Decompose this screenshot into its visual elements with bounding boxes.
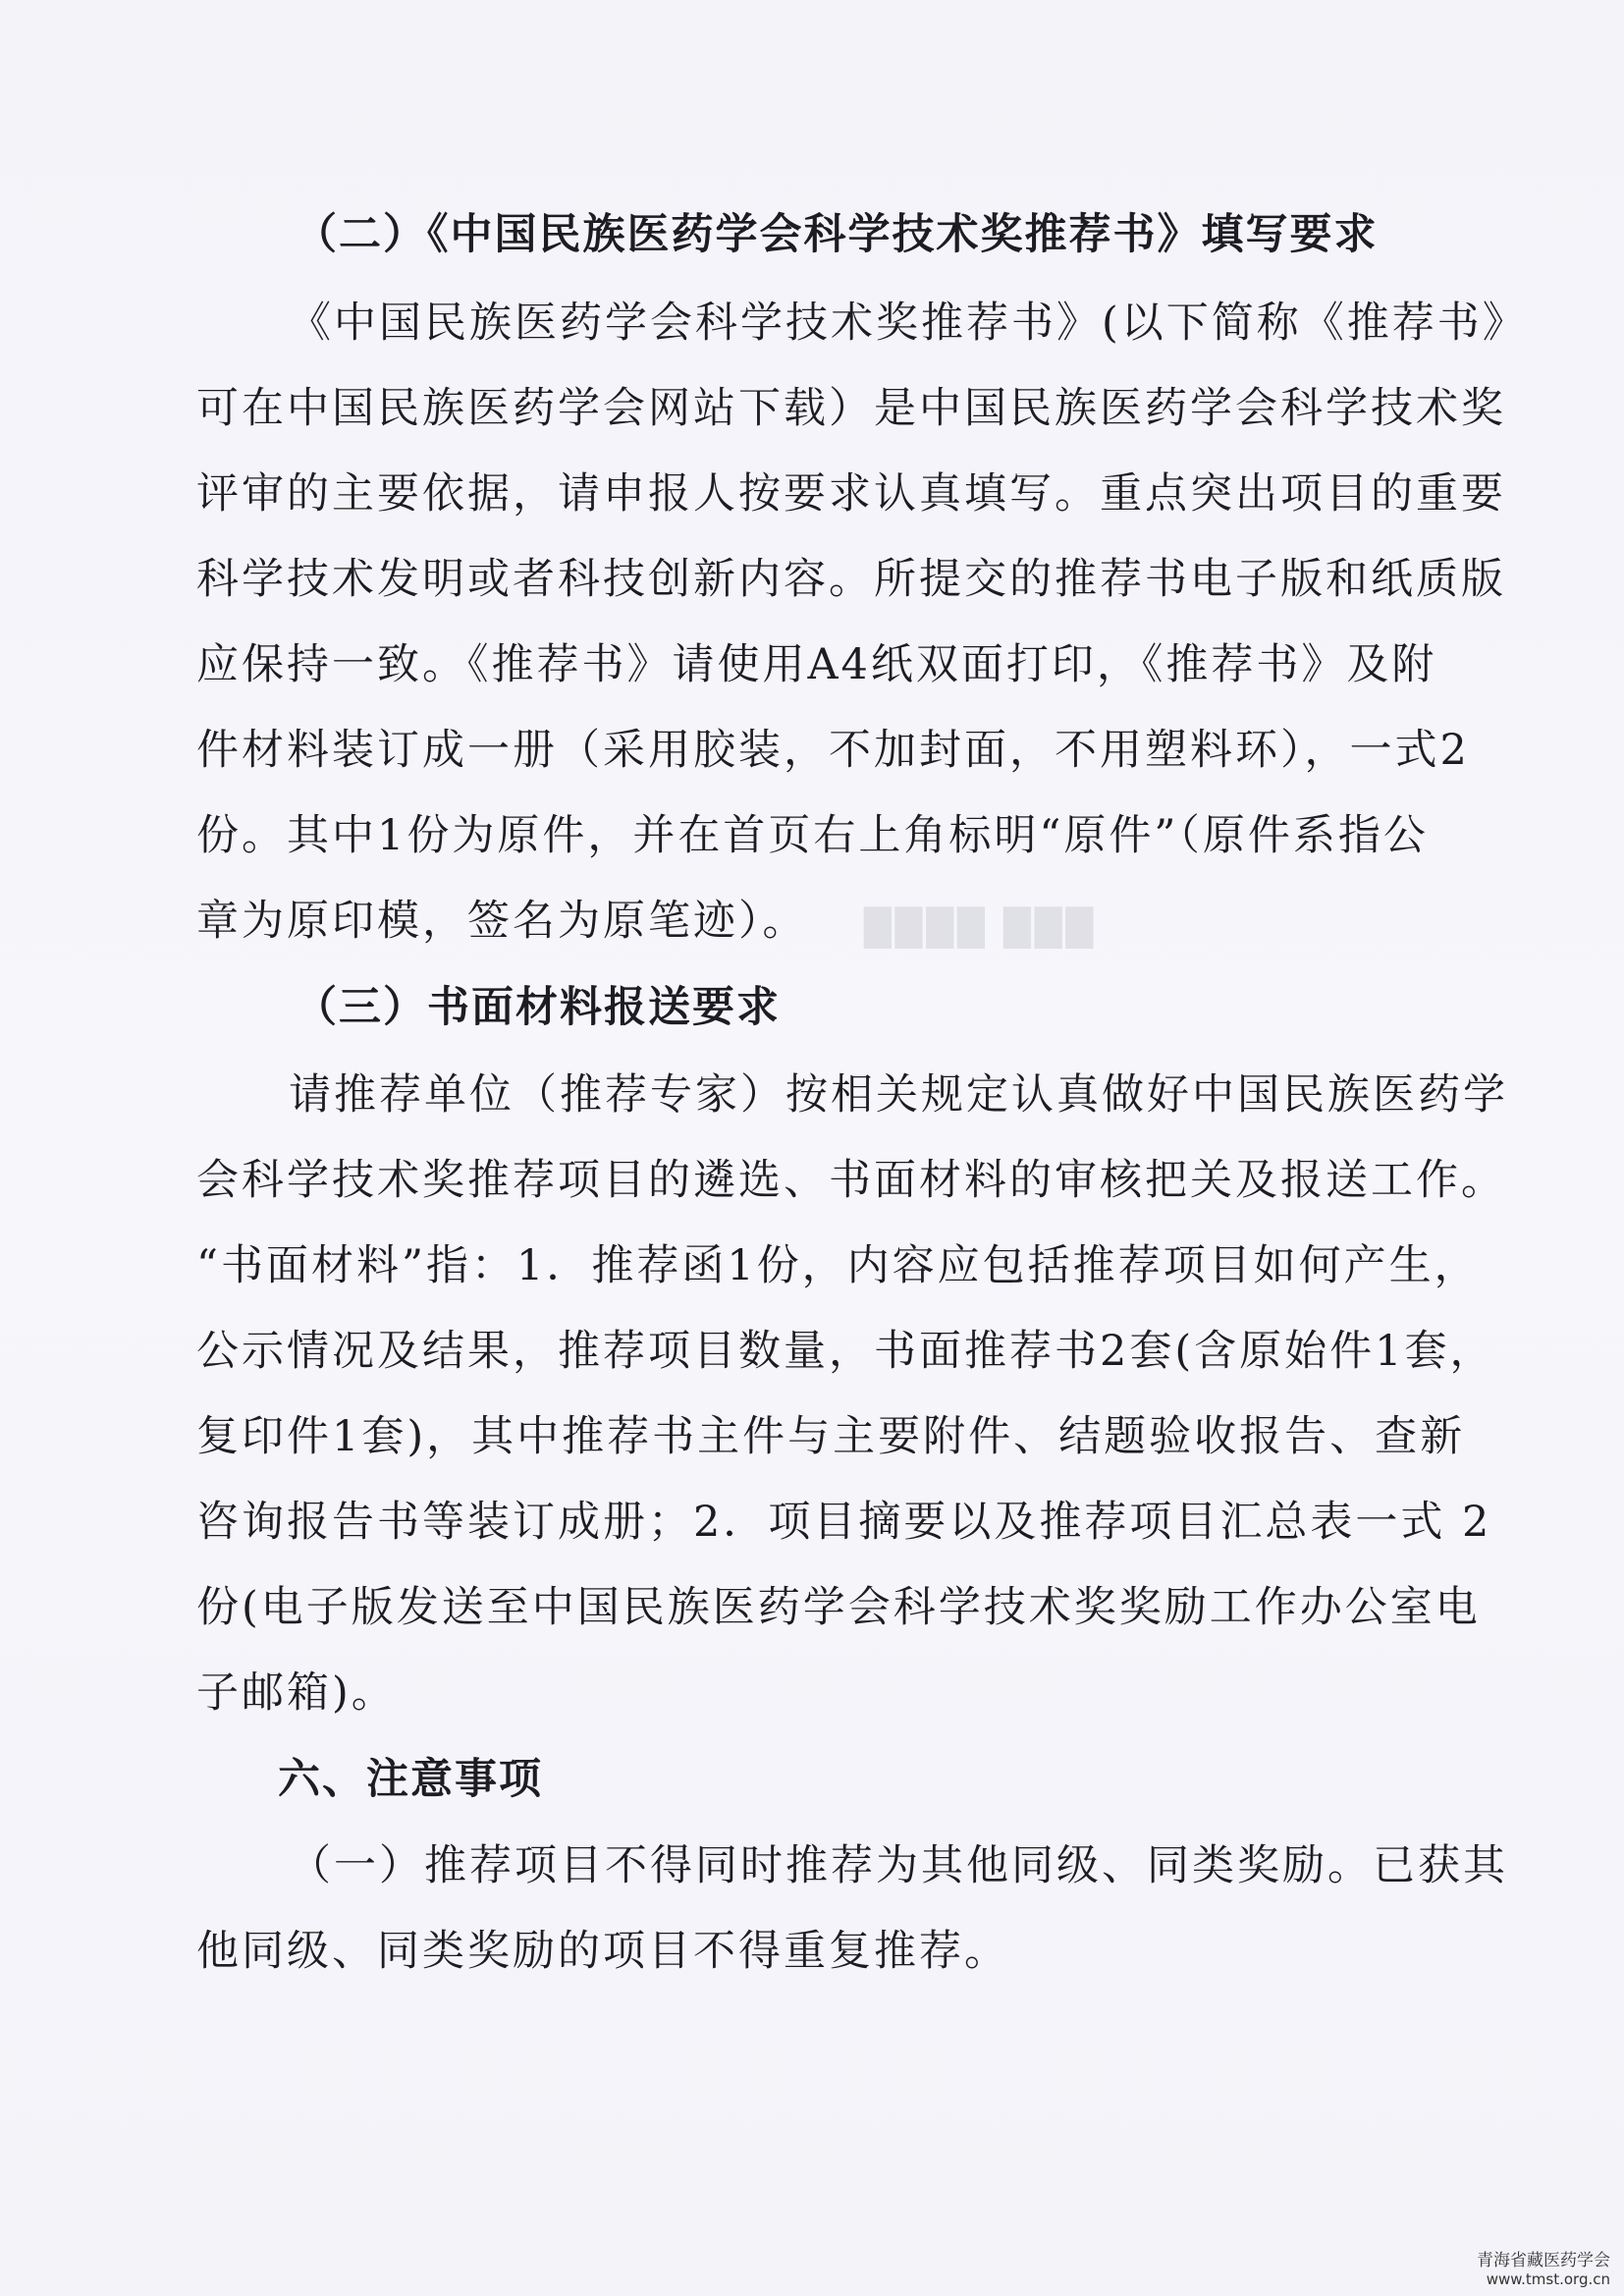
section-3-line-7: 份(电子版发送至中国民族医药学会科学技术奖奖励工作办公室电 xyxy=(196,1583,1481,1632)
watermark-org: 青海省藏医药学会 xyxy=(1477,2251,1610,2270)
section-3-line-4: 公示情况及结果，推荐项目数量，书面推荐书2套(含原始件1套， xyxy=(196,1327,1495,1376)
section-3-heading: （三）书面材料报送要求 xyxy=(295,983,781,1032)
watermark-url: www.tmst.org.cn xyxy=(1486,2270,1610,2288)
site-watermark xyxy=(1477,2246,1610,2288)
section-3-line-8: 子邮箱)。 xyxy=(196,1668,397,1718)
section-2-line-4: 科学技术发明或者科技创新内容。所提交的推荐书电子版和纸质版 xyxy=(196,555,1506,604)
section-2-line-8: 章为原印模，签名为原笔迹）。 xyxy=(196,897,808,946)
section-6-line-1: （一）推荐项目不得同时推荐为其他同级、同类奖励。已获其 xyxy=(289,1841,1508,1890)
section-3-line-1: 请推荐单位（推荐专家）按相关规定认真做好中国民族医药学 xyxy=(289,1070,1508,1120)
section-2-line-2: 可在中国民族医药学会网站下载）是中国民族医药学会科学技术奖 xyxy=(196,384,1506,433)
section-2-heading: （二）《中国民族医药学会科学技术奖推荐书》填写要求 xyxy=(295,210,1379,259)
section-2-line-6: 件材料装订成一册（采用胶装，不加封面，不用塑料环），一式2 xyxy=(196,726,1470,775)
section-6-heading: 六、注意事项 xyxy=(278,1755,543,1804)
section-6-line-2: 他同级、同类奖励的项目不得重复推荐。 xyxy=(196,1927,1009,1976)
section-2-line-5: 应保持一致。《推荐书》请使用A4纸双面打印，《推荐书》及附 xyxy=(196,640,1437,689)
section-3-line-6: 咨询报告书等装订成册；2．项目摘要以及推荐项目汇总表一式 2 xyxy=(196,1498,1492,1547)
section-3-line-5: 复印件1套)，其中推荐书主件与主要附件、结题验收报告、查新 xyxy=(196,1412,1466,1461)
section-3-line-2: 会科学技术奖推荐项目的遴选、书面材料的审核把关及报送工作。 xyxy=(196,1156,1506,1205)
section-3-line-3: “书面材料”指：1．推荐函1份，内容应包括推荐项目如何产生， xyxy=(196,1241,1480,1290)
section-2-line-3: 评审的主要依据，请申报人按要求认真填写。重点突出项目的重要 xyxy=(196,469,1506,519)
section-2-line-1: 《中国民族医药学会科学技术奖推荐书》(以下简称《推荐书》 xyxy=(289,299,1528,348)
bleed-through-shadow: ████ ███ xyxy=(864,908,1098,949)
section-2-line-7: 份。其中1份为原件，并在首页右上角标明“原件”（原件系指公 xyxy=(196,811,1429,860)
